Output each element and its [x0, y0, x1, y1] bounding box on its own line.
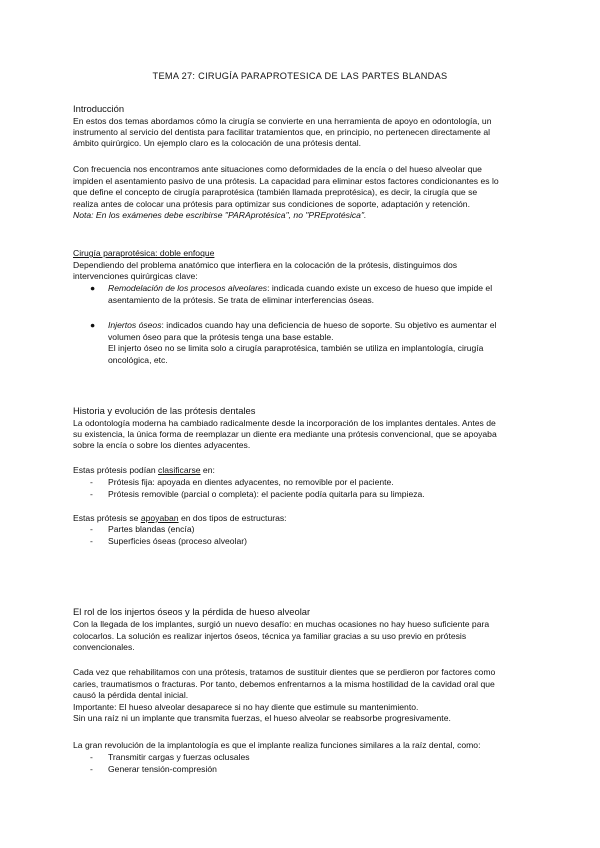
- section1-p1-line: intervenciones quirúrgicas clave:: [73, 271, 198, 281]
- section3-p2-line: causó la pérdida dental inicial.: [73, 690, 189, 700]
- intro-p1-line: En estos dos temas abordamos cómo la cirugía se convierte en una herramienta de apoyo en odontología, un: [73, 116, 492, 126]
- list-item: Partes blandas (encía): [108, 524, 195, 534]
- bullet-term: Remodelación de los procesos alveolares: [108, 283, 268, 293]
- section2-p1-line: La odontología moderna ha cambiado radicalmente desde la incorporación de los implantes dentales. Antes de: [73, 418, 496, 428]
- text-span: en:: [200, 465, 215, 475]
- list-item: Prótesis removible (parcial o completa): el paciente podía quitarla para su limpieza.: [108, 489, 425, 499]
- text-span: Estas prótesis se: [73, 513, 141, 523]
- dash-marker: -: [90, 536, 93, 546]
- intro-p2-line: impiden el asentamiento pasivo de una prótesis. La capacidad para eliminar estos factores condicionantes es lo: [73, 176, 499, 186]
- intro-p2-line: Con frecuencia nos encontramos ante situaciones como deformidades de la encía o del hueso alveolar que: [73, 164, 482, 174]
- intro-p1-line: instrumento al servicio del dentista para facilitar tratamientos que, en principio, no pertenecen directamente al: [73, 127, 491, 137]
- section3-p2-line: Importante: El hueso alveolar desaparece si no hay diente que estimule su mantenimiento.: [73, 702, 419, 712]
- bullet-icon: ●: [90, 283, 96, 293]
- text-span: en dos tipos de estructuras:: [178, 513, 287, 523]
- list-item: Prótesis fija: apoyada en dientes adyacentes, no removible por el paciente.: [108, 477, 394, 487]
- section3-p2-line: Cada vez que rehabilitamos con una prótesis, tratamos de sustituir dientes que se perdieron por factores como: [73, 667, 496, 677]
- section2-p2: [73, 465, 215, 476]
- section3-p2-line: Sin una raíz ni un implante que transmita fuerzas, el hueso alveolar se reabsorbe progresivamente.: [73, 713, 451, 723]
- bullet-line: volumen óseo para que la prótesis tenga una base estable.: [108, 332, 334, 342]
- list-item: Transmitir cargas y fuerzas oclusales: [108, 752, 250, 762]
- bullet-term: Injertos óseos: [108, 320, 162, 330]
- section2-p1-line: su existencia, la única forma de reemplazar un diente era mediante una prótesis convencional, que se apoyaba: [73, 429, 497, 439]
- dash-marker: -: [90, 764, 93, 774]
- section2-heading: Historia y evolución de las prótesis dentales: [73, 405, 256, 416]
- list-item: Generar tensión-compresión: [108, 764, 217, 774]
- section3-p3: La gran revolución de la implantología es que el implante realiza funciones similares a la raíz dental, como:: [73, 740, 481, 750]
- intro-note: Nota: En los exámenes debe escribirse "PARAprotésica", no "PREprotésica".: [73, 210, 367, 220]
- section3-p1-line: convencionales.: [73, 642, 135, 652]
- bullet-icon: ●: [90, 320, 96, 330]
- underlined-word: clasificarse: [158, 465, 201, 475]
- text-span: Estas prótesis podían: [73, 465, 159, 475]
- list-item: Superficies óseas (proceso alveolar): [108, 536, 247, 546]
- bullet-text: : indicada cuando existe un exceso de hueso que impide el: [267, 283, 493, 293]
- section1-p1-line: Dependiendo del problema anatómico que interfiera en la colocación de la prótesis, distinguimos dos: [73, 260, 458, 270]
- intro-p2-line: que define el concepto de cirugía paraprotésica (también llamada preprotésica), es decir, la cirugía que se: [73, 187, 478, 197]
- bullet-text: : indicados cuando hay una deficiencia de hueso de soporte. Su objetivo es aumentar el: [161, 320, 497, 330]
- bullet-item-injertos: [108, 320, 496, 331]
- bullet-line: El injerto óseo no se limita solo a cirugía paraprotésica, también se utiliza en implantología, cirugía: [108, 343, 484, 353]
- section3-p1-line: Con la llegada de los implantes, surgió un nuevo desafío: en muchas ocasiones no hay hueso suficiente para: [73, 619, 490, 629]
- bullet-line: oncológica, etc.: [108, 355, 168, 365]
- dash-marker: -: [90, 752, 93, 762]
- section3-p1-line: colocarlos. La solución es realizar injertos óseos, técnica ya familiar gracias a su uso previo en prótesis: [73, 631, 467, 641]
- intro-p2-line: realiza antes de colocar una prótesis para optimizar sus condiciones de soporte, adaptación y retención.: [73, 199, 470, 209]
- bullet-item-remodelacion: [108, 283, 492, 294]
- intro-heading: Introducción: [73, 103, 125, 114]
- bullet-line: asentamiento de la prótesis. Se trata de eliminar interferencias óseas.: [108, 295, 375, 305]
- dash-marker: -: [90, 477, 93, 487]
- page-title: TEMA 27: CIRUGÍA PARAPROTESICA DE LAS PARTES BLANDAS: [152, 71, 448, 81]
- intro-p1-line: ámbito quirúrgico. Un ejemplo claro es la colocación de una prótesis dental.: [73, 138, 362, 148]
- section2-p3: [73, 513, 287, 524]
- section2-p1-line: sobre la encía o sobre los dientes adyacentes.: [73, 440, 251, 450]
- section1-heading: Cirugía paraprotésica: doble enfoque: [73, 248, 215, 258]
- dash-marker: -: [90, 489, 93, 499]
- dash-marker: -: [90, 524, 93, 534]
- section3-heading: El rol de los injertos óseos y la pérdida de hueso alveolar: [73, 606, 311, 617]
- underlined-word: apoyaban: [140, 513, 179, 523]
- section3-p2-line: caries, traumatismos o fracturas. Por tanto, debemos enfrentarnos a la misma hostilidad de la cavidad oral que: [73, 679, 495, 689]
